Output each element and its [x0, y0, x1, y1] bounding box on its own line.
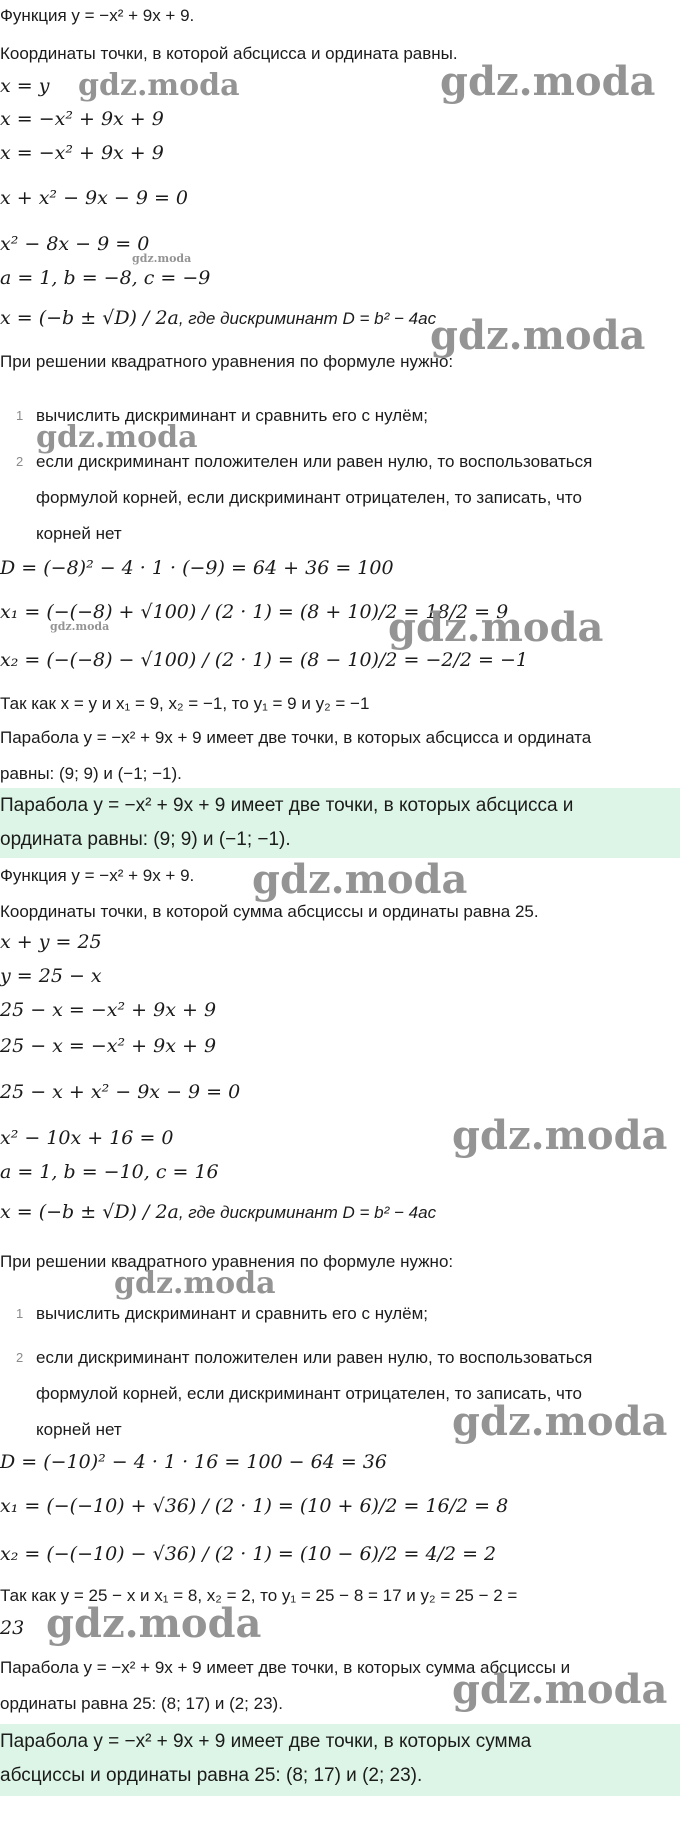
list-number: 1	[16, 1306, 24, 1321]
function-line: Функция y = −x² + 9x + 9.	[0, 6, 195, 25]
formula-description: , где дискриминант D = b² − 4ac	[178, 1203, 437, 1222]
equation: 25 − x = −x² + 9x + 9	[0, 999, 217, 1021]
watermark-logo: gdz.moda	[252, 856, 468, 903]
list-item: вычислить дискриминант и сравнить его с нулём;	[36, 406, 429, 425]
answer-line: Парабола y = −x² + 9x + 9 имеет две точки, в которых абсцисса и	[0, 795, 574, 816]
equation: x² − 8x − 9 = 0	[0, 233, 150, 255]
list-item: вычислить дискриминант и сравнить его с нулём;	[36, 1304, 429, 1323]
answer-box	[0, 788, 680, 858]
coefficients: a = 1, b = −8, c = −9	[0, 267, 211, 289]
discriminant: D = (−10)² − 4 · 1 · 16 = 100 − 64 = 36	[0, 1451, 387, 1473]
watermark-logo: gdz.moda	[452, 1398, 668, 1445]
watermark-logo: gdz.moda	[132, 252, 192, 265]
since-line-continued: 23	[0, 1617, 25, 1639]
conclusion-line: равны: (9; 9) и (−1; −1).	[0, 764, 182, 783]
watermark-logo: gdz.moda	[452, 1112, 668, 1159]
conclusion-line: ординаты равна 25: (8; 17) и (2; 23).	[0, 1694, 283, 1713]
formula-expression: x = (−b ± √D) / 2a	[0, 1201, 179, 1223]
watermark-logo: gdz.moda	[388, 604, 604, 651]
equation: 25 − x + x² − 9x − 9 = 0	[0, 1081, 241, 1103]
discriminant: D = (−8)² − 4 · 1 · (−9) = 64 + 36 = 100	[0, 557, 394, 579]
function-line: Функция y = −x² + 9x + 9.	[0, 866, 195, 885]
equation: x + x² − 9x − 9 = 0	[0, 187, 189, 209]
watermark-logo: gdz.moda	[50, 620, 110, 633]
method-intro: При решении квадратного уравнения по формуле нужно:	[0, 352, 454, 371]
since-line: Так как y = 25 − x и x₁ = 8, x₂ = 2, то y₁ = 25 − 8 = 17 и y₂ = 25 − 2 =	[0, 1586, 518, 1605]
conclusion-line: Парабола y = −x² + 9x + 9 имеет две точки, в которых абсцисса и ордината	[0, 728, 592, 747]
root-x2: x₂ = (−(−8) − √100) / (2 · 1) = (8 − 10)/2 = −2/2 = −1	[0, 649, 528, 671]
answer-line: ордината равны: (9; 9) и (−1; −1).	[0, 829, 291, 850]
answer-box	[0, 1724, 680, 1796]
root-x1: x₁ = (−(−8) + √100) / (2 · 1) = (8 + 10)/2 = 18/2 = 9	[0, 601, 509, 623]
equation: x² − 10x + 16 = 0	[0, 1127, 174, 1149]
root-x1: x₁ = (−(−10) + √36) / (2 · 1) = (10 + 6)/2 = 16/2 = 8	[0, 1495, 509, 1517]
list-item: если дискриминант положителен или равен нулю, то воспользоваться	[36, 452, 593, 471]
watermark-logo: gdz.moda	[430, 312, 646, 359]
list-item-continued: формулой корней, если дискриминант отрицателен, то записать, что	[36, 1384, 582, 1403]
equation: x = −x² + 9x + 9	[0, 142, 164, 164]
condition-line: Координаты точки, в которой сумма абсциссы и ординаты равна 25.	[0, 902, 539, 921]
list-item-continued: корней нет	[36, 1420, 122, 1439]
equation: y = 25 − x	[0, 965, 102, 987]
list-item-continued: формулой корней, если дискриминант отрицателен, то записать, что	[36, 488, 582, 507]
root-x2: x₂ = (−(−10) − √36) / (2 · 1) = (10 − 6)/2 = 4/2 = 2	[0, 1543, 497, 1565]
list-number: 2	[16, 454, 24, 469]
formula-expression: x = (−b ± √D) / 2a	[0, 307, 179, 329]
list-item: если дискриминант положителен или равен нулю, то воспользоваться	[36, 1348, 593, 1367]
method-intro: При решении квадратного уравнения по формуле нужно:	[0, 1252, 454, 1271]
watermark-logo: gdz.moda	[452, 1666, 668, 1713]
formula-description: , где дискриминант D = b² − 4ac	[178, 309, 437, 328]
condition-line: Координаты точки, в которой абсцисса и ордината равны.	[0, 44, 458, 63]
root-formula	[0, 306, 436, 331]
equation: 25 − x = −x² + 9x + 9	[0, 1035, 217, 1057]
list-number: 2	[16, 1350, 24, 1365]
watermark-logo: gdz.moda	[46, 1600, 262, 1647]
conclusion-line: Парабола y = −x² + 9x + 9 имеет две точки, в которых сумма абсциссы и	[0, 1658, 571, 1677]
watermark-logo: gdz.moda	[440, 58, 656, 105]
equation: x = −x² + 9x + 9	[0, 108, 164, 130]
list-item-continued: корней нет	[36, 524, 122, 543]
coefficients: a = 1, b = −10, c = 16	[0, 1161, 219, 1183]
watermark-logo: gdz.moda	[78, 68, 240, 103]
watermark-logo: gdz.moda	[36, 420, 198, 455]
equation: x = y	[0, 75, 50, 97]
root-formula	[0, 1200, 436, 1225]
equation: x + y = 25	[0, 931, 102, 953]
answer-line: абсциссы и ординаты равна 25: (8; 17) и (2; 23).	[0, 1765, 423, 1786]
since-line: Так как x = y и x₁ = 9, x₂ = −1, то y₁ = 9 и y₂ = −1	[0, 694, 370, 713]
answer-line: Парабола y = −x² + 9x + 9 имеет две точки, в которых сумма	[0, 1731, 532, 1752]
watermark-logo: gdz.moda	[114, 1266, 276, 1301]
list-number: 1	[16, 408, 24, 423]
